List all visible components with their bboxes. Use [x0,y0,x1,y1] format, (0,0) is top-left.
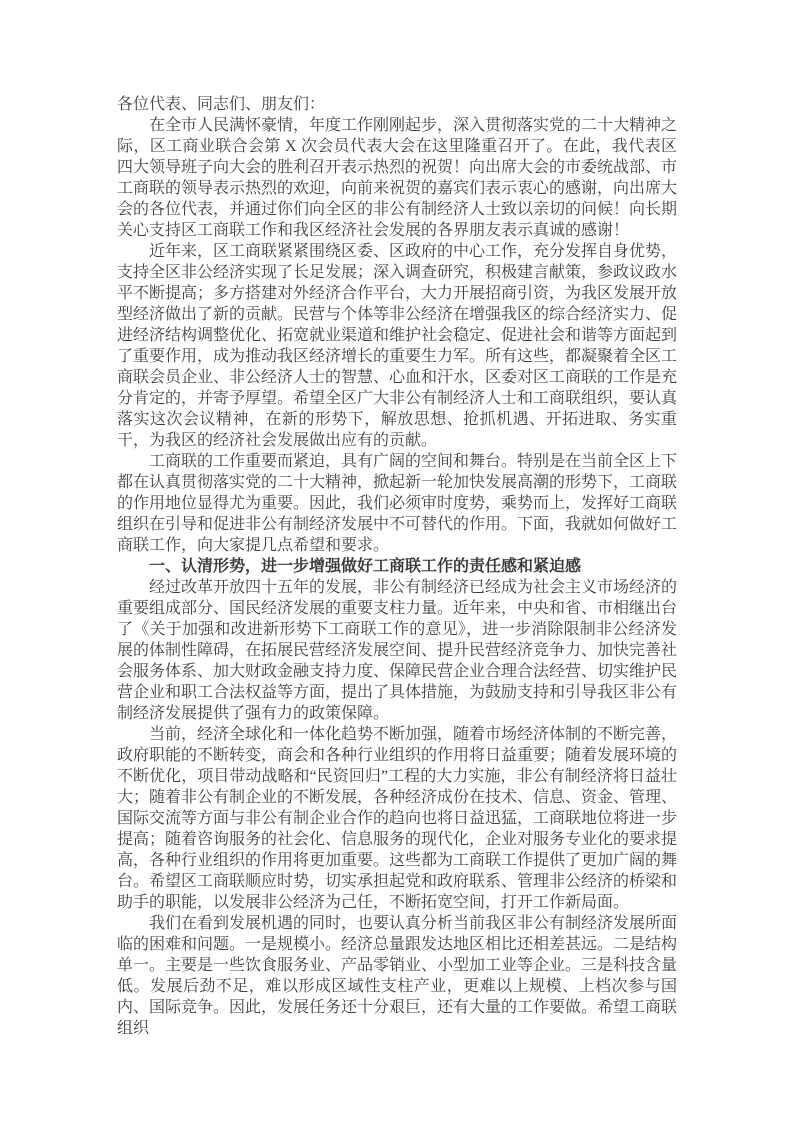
paragraph-reform-policy: 经过改革开放四十五年的发展，非公有制经济已经成为社会主义市场经济的重要组成部分、国民经济发展的重要支柱力量。近年来，中央和省、市相继出台了《关于加强和改进新形势下工商联工作的意见》，进一步消除限制非公经济发展的体制性障碍，在拓展民营经济发展空间、提升民营经济竞争力、加快完善社会服务体系、加大财政金融支持力度、保障民营企业合理合法经营、切实维护民营企业和职工合法权益等方面，提出了具体措施，为鼓励支持和引导我区非公有制经济发展提供了强有力的政策保障。 [117,579,678,722]
paragraph-work-importance: 工商联的工作重要而紧迫，具有广阔的空间和舞台。特别是在当前全区上下都在认真贯彻落实党的二十大精神，掀起新一轮加快发展高潮的形势下，工商联的作用地位显得尤为重要。因此，我们必须审时度势，乘势而上，发挥好工商联组织在引导和促进非公有制经济发展中不可替代的作用。下面，我就如何做好工商联工作，向大家提几点希望和要求。 [117,453,678,554]
paragraph-recent-achievements: 近年来，区工商联紧紧围绕区委、区政府的中心工作，充分发挥自身优势，支持全区非公经济实现了长足发展；深入调查研究，积极建言献策，参政议政水平不断提高；多方搭建对外经济合作平台，大力开展招商引资，为我区发展开放型经济做出了新的贡献。民营与个体等非公经济在增强我区的综合经济实力、促进经济结构调整优化、拓宽就业渠道和维护社会稳定、促进社会和谐等方面起到了重要作用，成为推动我区经济增长的重要生力军。所有这些，都凝聚着全区工商联会员企业、非公经济人士的智慧、心血和汗水，区委对区工商联的工作是充分肯定的，并寄予厚望。希望全区广大非公有制经济人士和工商联组织，要认真落实这次会议精神，在新的形势下，解放思想、抢抓机遇、开拓进取、务实重干，为我区的经济社会发展做出应有的贡献。 [117,243,678,449]
paragraph-current-trends: 当前，经济全球化和一体化趋势不断加强，随着市场经济体制的不断完善，政府职能的不断转变，商会和各种行业组织的作用将日益重要；随着发展环境的不断优化，项目带动战略和“民资回归”工程的大力实施，非公有制经济将日益壮大；随着非公有制企业的不断发展，各种经济成份在技术、信息、资金、管理、国际交流等方面与非公有制企业合作的趋向也将日益迅猛，工商联地位将进一步提高；随着咨询服务的社会化、信息服务的现代化，企业对服务专业化的要求提高，各种行业组织的作用将更加重要。这些都为工商联工作提供了更加广阔的舞台。希望区工商联顺应时势，切实承担起党和政府联系、管理非公经济的桥梁和助手的职能，以发展非公经济为己任，不断拓宽空间，打开工作新局面。 [117,726,678,911]
salutation-line: 各位代表、同志们、朋友们： [117,96,326,113]
paragraph-difficulties: 我们在看到发展机遇的同时，也要认真分析当前我区非公有制经济发展所面临的困难和问题。一是规模小。经济总量跟发达地区相比还相差甚远。二是结构单一。主要是一些饮食服务业、产品零销业、小型加工业等企业。三是科技含量低。发展后劲不足，难以形成区域性支柱产业，更难以上规模、上档次参与国内、国际竞争。因此，发展任务还十分艰巨，还有大量的工作要做。希望工商联组织 [117,915,678,1037]
paragraph-opening-congratulations: 在全市人民满怀豪情，年度工作刚刚起步，深入贯彻落实党的二十大精神之际，区工商业联合会第 X 次会员代表大会在这里隆重召开了。在此，我代表区四大领导班子向大会的胜利召开表示热烈的祝贺！向出席大会的市委统战部、市工商联的领导表示热烈的欢迎，向前来祝贺的嘉宾们表示衷心的感谢，向出席大会的各位代表，并通过你们向全区的非公有制经济人士致以亲切的问候！向长期关心支持区工商联工作和我区经济社会发展的各界朋友表示真诚的感谢！ [117,117,678,239]
document-content [117,94,677,1039]
section-heading-1: 一、认清形势，进一步增强做好工商联工作的责任感和紧迫感 [149,558,582,575]
